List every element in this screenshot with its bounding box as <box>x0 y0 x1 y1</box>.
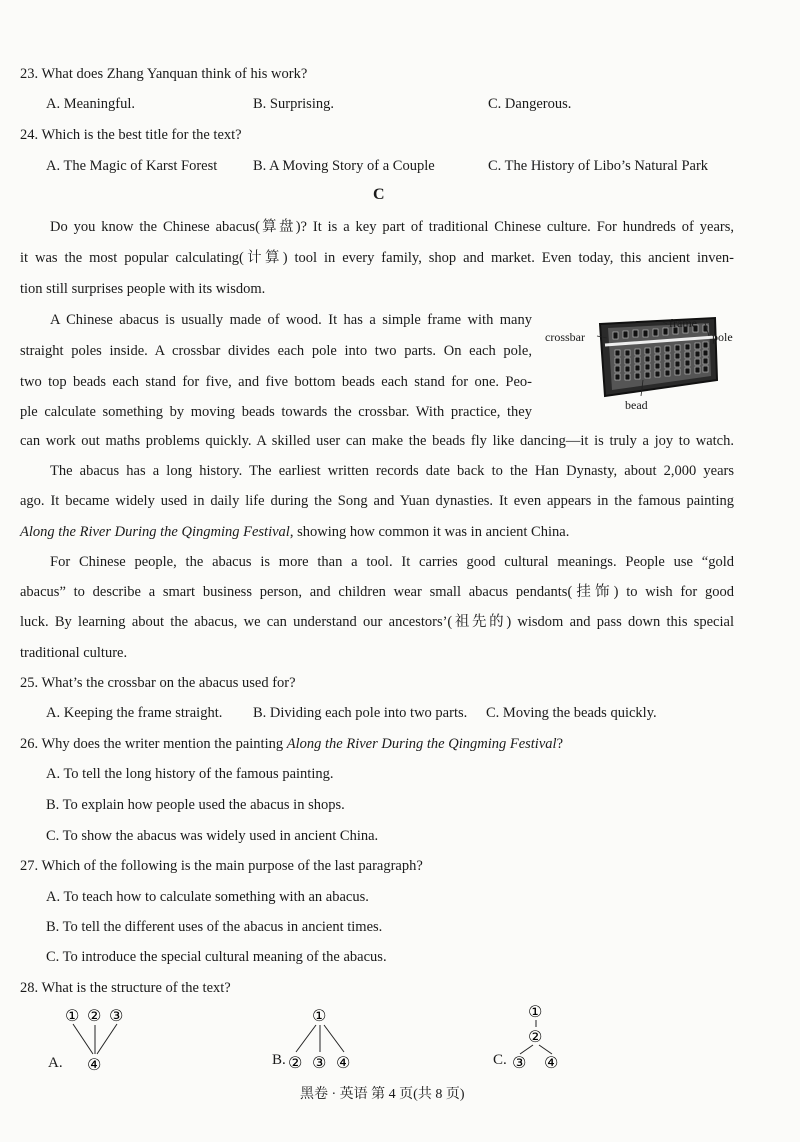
passage-p3-line2: ago. It became widely used in daily life during the Song and Yuan dynasties. It even appears in the famous painting <box>20 493 734 509</box>
label-bead: bead <box>625 398 648 412</box>
question-25-option-c: C. Moving the beads quickly. <box>486 705 657 721</box>
question-26-option-b: B. To explain how people used the abacus in shops. <box>46 797 345 813</box>
question-23-option-c: C. Dangerous. <box>488 96 572 112</box>
svg-text:④: ④ <box>87 1055 102 1074</box>
svg-text:①: ① <box>312 1006 327 1025</box>
structure-diagram-b <box>284 1004 356 1074</box>
question-23-option-b: B. Surprising. <box>253 96 334 112</box>
passage-p4-line2: abacus” to describe a smart business person, and children wear small abacus pendants(挂饰) to wish for good <box>20 584 734 600</box>
question-26-option-a: A. To tell the long history of the famous painting. <box>46 766 334 782</box>
passage-p1-line3: tion still surprises people with its wisdom. <box>20 281 266 297</box>
label-frame: frame <box>669 316 697 330</box>
svg-text:②: ② <box>528 1027 543 1046</box>
section-heading: C <box>373 186 385 203</box>
question-23-option-a: A. Meaningful. <box>46 96 135 112</box>
svg-text:②: ② <box>288 1053 303 1072</box>
question-24-option-b: B. A Moving Story of a Couple <box>253 158 435 174</box>
question-24-option-c: C. The History of Libo’s Natural Park <box>488 158 709 174</box>
question-27-option-a: A. To teach how to calculate something with an abacus. <box>46 889 369 905</box>
question-27-stem: 27. Which of the following is the main purpose of the last paragraph? <box>20 858 423 874</box>
label-crossbar: crossbar <box>545 330 585 344</box>
passage-p4-line4: traditional culture. <box>20 645 128 661</box>
passage-p2-line3: two top beads each stand for five, and five bottom beads each stand for one. Peo- <box>20 374 532 390</box>
page-footer: 黑卷 · 英语 第 4 页(共 8 页) <box>300 1087 465 1102</box>
question-28-stem: 28. What is the structure of the text? <box>20 980 231 996</box>
svg-text:③: ③ <box>312 1053 327 1072</box>
svg-text:④: ④ <box>544 1053 559 1072</box>
svg-text:②: ② <box>87 1006 102 1025</box>
question-25-option-b: B. Dividing each pole into two parts. <box>253 705 468 721</box>
svg-text:④: ④ <box>336 1053 351 1072</box>
passage-p2-line1: A Chinese abacus is usually made of wood. It has a simple frame with many <box>50 312 532 328</box>
question-26-stem <box>20 735 563 753</box>
question-26-option-c: C. To show the abacus was widely used in ancient China. <box>46 828 379 844</box>
question-28-option-b-letter: B. <box>272 1052 286 1068</box>
svg-text:①: ① <box>528 1002 543 1021</box>
question-24-option-a: A. The Magic of Karst Forest <box>46 158 218 174</box>
structure-diagram-c <box>508 1000 568 1074</box>
question-25-stem: 25. What’s the crossbar on the abacus used for? <box>20 675 296 691</box>
svg-text:③: ③ <box>109 1006 124 1025</box>
question-25-option-a: A. Keeping the frame straight. <box>46 705 223 721</box>
passage-p3-line1: The abacus has a long history. The earliest written records date back to the Han Dynasty, about 2,000 years <box>50 463 734 479</box>
abacus-figure <box>545 310 745 415</box>
passage-p2-line2: straight poles inside. A crossbar divides each pole into two parts. On each pole, <box>20 343 532 359</box>
question-28-option-a-letter: A. <box>48 1055 63 1071</box>
question-27-option-c: C. To introduce the special cultural meaning of the abacus. <box>46 949 387 965</box>
question-24-stem: 24. Which is the best title for the text? <box>20 127 242 143</box>
structure-diagram-a <box>60 1004 140 1074</box>
passage-p4-line1: For Chinese people, the abacus is more than a tool. It carries good cultural meanings. People use “gold <box>50 554 734 570</box>
passage-p2-line5: can work out maths problems quickly. A skilled user can make the beads fly like dancing—it is truly a joy to watch. <box>20 433 734 449</box>
painting-title: Along the River During the Qingming Festival <box>20 524 290 540</box>
question-26-stem-prefix: 26. Why does the writer mention the painting <box>20 736 287 752</box>
label-pole: pole <box>712 330 733 344</box>
question-26-painting-title: Along the River During the Qingming Festival <box>286 736 557 752</box>
passage-p2-line4: ple calculate something by moving beads towards the crossbar. With practice, they <box>20 404 532 420</box>
passage-p3-line3-rest: , showing how common it was in ancient China. <box>289 524 570 540</box>
passage-p1-line2: it was the most popular calculating(计算) tool in every family, shop and market. Even today, this ancient inven- <box>20 250 734 266</box>
question-28-option-c-letter: C. <box>493 1052 507 1068</box>
svg-text:①: ① <box>65 1006 80 1025</box>
question-23-stem: 23. What does Zhang Yanquan think of his work? <box>20 66 308 82</box>
passage-p4-line3: luck. By learning about the abacus, we can understand our ancestors’(祖先的) wisdom and pass down this special <box>20 614 734 630</box>
passage-p3-line3 <box>20 523 569 541</box>
question-27-option-b: B. To tell the different uses of the abacus in ancient times. <box>46 919 383 935</box>
question-26-stem-suffix: ? <box>556 736 563 752</box>
passage-p1-line1: Do you know the Chinese abacus(算盘)? It is a key part of traditional Chinese culture. For hundreds of years, <box>50 219 734 235</box>
svg-text:③: ③ <box>512 1053 527 1072</box>
